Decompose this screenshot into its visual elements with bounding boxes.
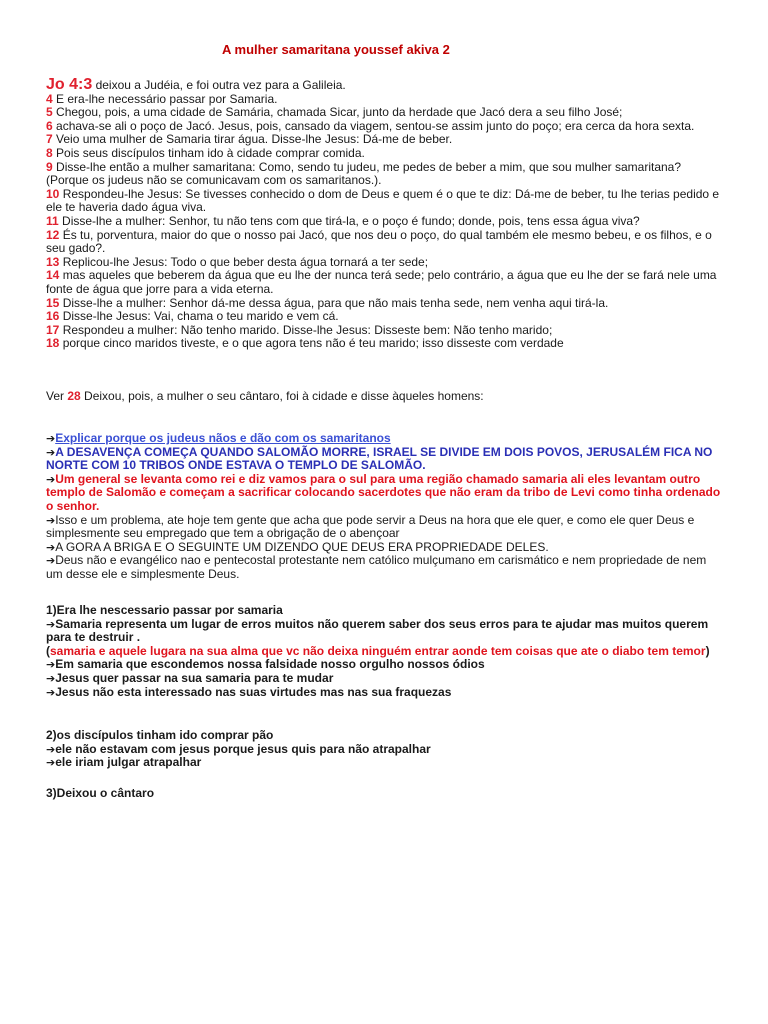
verse-text: Pois seus discípulos tinham ido à cidade comprar comida. [52, 145, 365, 160]
verse-line [46, 106, 726, 120]
section-1 [46, 604, 726, 699]
verse-text: porque cinco maridos tiveste, e o que agora tens não é teu marido; isso disseste com verdade [59, 336, 564, 351]
verse-line [46, 256, 726, 270]
verse-line [46, 229, 726, 256]
note-explain: ➔Explicar porque os judeus nãos e dão com os samaritanos [46, 431, 391, 445]
arrow-right-icon: ➔ [46, 756, 56, 770]
verse-line [46, 337, 726, 351]
verse-text: Veio uma mulher de Samaria tirar água. Disse-lhe Jesus: Dá-me de beber. [52, 132, 453, 147]
verse-number: 8 [46, 145, 53, 160]
verse-number: Jo 4:3 [46, 76, 93, 93]
verse-number: 28 [67, 389, 81, 403]
section-1-point: ➔Jesus não esta interessado nas suas virtudes mas nas sua fraquezas [46, 684, 452, 699]
arrow-right-icon: ➔ [46, 671, 56, 685]
verse-number: 18 [46, 336, 60, 351]
arrow-right-icon: ➔ [46, 445, 56, 459]
arrow-right-icon: ➔ [46, 540, 56, 554]
section-1-point: (samaria e aquele lugara na sua alma que vc não deixa ninguém entrar aonde tem coisas que ate o diabo tem temor) [46, 643, 710, 658]
arrow-right-icon: ➔ [46, 472, 56, 486]
verse-number: 12 [46, 227, 60, 242]
verse-number: 7 [46, 132, 53, 147]
section-1-point: ➔Em samaria que escondemos nossa falsidade nosso orgulho nossos ódios [46, 657, 485, 672]
verse-number: 14 [46, 268, 60, 283]
verse-text: Respondeu-lhe Jesus: Se tivesses conhecido o dom de Deus e quem é o que te diz: Dá-me de beber, tu lhe terias pedido e ele te haveria dado água viva. [46, 186, 720, 215]
arrow-right-icon: ➔ [46, 658, 56, 672]
verse-line [46, 215, 726, 229]
verse-line [46, 78, 726, 93]
verse-number: 15 [46, 295, 60, 310]
verse-line [46, 147, 726, 161]
arrow-right-icon: ➔ [46, 617, 56, 631]
note-god: ➔Deus não e evangélico nao e pentecostal protestante nem católico mulçumano em carismático e nem propriedade de nem um desse ele e simplesmente Deus. [46, 553, 707, 581]
verse-text: Disse-lhe a mulher: Senhor dá-me dessa água, para que não mais tenha sede, nem venha aqui tirá-la. [59, 295, 609, 310]
study-notes [46, 432, 726, 582]
scripture-passage [46, 78, 726, 351]
verse-line [46, 297, 726, 311]
section-2-point: ➔ele não estavam com jesus porque jesus quis para não atrapalhar [46, 741, 431, 756]
arrow-right-icon: ➔ [46, 432, 56, 445]
verse-number: 5 [46, 105, 53, 120]
verse-number: 9 [46, 159, 53, 174]
arrow-right-icon: ➔ [46, 513, 56, 527]
verse-text: Respondeu a mulher: Não tenho marido. Disse-lhe Jesus: Disseste bem: Não tenho marido; [59, 322, 553, 337]
verse-line [46, 188, 726, 215]
section-3 [46, 787, 726, 801]
verse-number: 10 [46, 186, 60, 201]
verse-text: achava-se ali o poço de Jacó. Jesus, pois, cansado da viagem, sentou-se assim junto do poço; era cerca da hora sexta. [52, 118, 695, 133]
verse-line [46, 93, 726, 107]
verse-number: 6 [46, 118, 53, 133]
verse-number: 11 [46, 213, 59, 228]
arrow-right-icon: ➔ [46, 554, 56, 568]
verse-number: 4 [46, 91, 53, 106]
note-problem: ➔Isso e um problema, ate hoje tem gente que acha que pode servir a Deus na hora que ele quer, e como ele quer Deus e simplesmente seu empregado que tem a obrigação de o abençoar [46, 512, 695, 541]
section-1-point: ➔Jesus quer passar na sua samaria para te mudar [46, 670, 334, 685]
document-title: A mulher samaritana youssef akiva 2 [222, 42, 450, 57]
verse-line [46, 269, 726, 296]
verse-text: Disse-lhe Jesus: Vai, chama o teu marido e vem cá. [59, 309, 339, 324]
verse-text: Disse-lhe então a mulher samaritana: Como, sendo tu judeu, me pedes de beber a mim, que sou mulher samaritana? (Porque os judeus não se comunicavam com os samaritanos.). [46, 159, 682, 188]
verse-number: 16 [46, 309, 60, 324]
verse-line [46, 324, 726, 338]
section-2-point: ➔ele iriam julgar atrapalhar [46, 755, 202, 770]
verse-text: deixou a Judéia, e foi outra vez para a Galileia. [92, 78, 346, 92]
verse-line [46, 310, 726, 324]
verse-line [46, 120, 726, 134]
verse-line [46, 161, 726, 188]
arrow-right-icon: ➔ [46, 685, 56, 699]
verse-text: mas aqueles que beberem da água que eu lhe der nunca terá sede; pelo contrário, a água que eu lhe der se fará nele uma fonte de água que jorre para a vida eterna. [46, 268, 717, 296]
section-2 [46, 729, 726, 770]
section-1-heading: 1)Era lhe nescessario passar por samaria [46, 603, 283, 617]
verse-text: Chegou, pois, a uma cidade de Samária, chamada Sicar, junto da herdade que Jacó dera a seu filho José; [52, 105, 623, 120]
section-1-point: ➔Samaria representa um lugar de erros muitos não querem saber dos seus erros para te ajudar mas muitos querem para te destruir . [46, 616, 709, 645]
section-2-heading: 2)os discípulos tinham ido comprar pão [46, 728, 274, 742]
verse-text: Deixou, pois, a mulher o seu cântaro, foi à cidade e disse àqueles homens: [80, 389, 484, 403]
note-division: ➔A DESAVENÇA COMEÇA QUANDO SALOMÃO MORRE, ISRAEL SE DIVIDE EM DOIS POVOS, JERUSALÉM FICA NO NORTE COM 10 TRIBOS ONDE ESTAVA O TEMPLO DE SALOMÃO. [46, 444, 713, 473]
verse-28-line: Ver 28 Deixou, pois, a mulher o seu cântaro, foi à cidade e disse àqueles homens: [46, 389, 484, 403]
arrow-right-icon: ➔ [46, 742, 56, 756]
note-fight: ➔A GORA A BRIGA E O SEGUINTE UM DIZENDO QUE DEUS ERA PROPRIEDADE DELES. [46, 539, 549, 554]
verse-number: 17 [46, 322, 60, 337]
verse-text: És tu, porventura, maior do que o nosso pai Jacó, que nos deu o poço, do qual também ele mesmo bebeu, e os filhos, e o seu gado?. [46, 227, 712, 256]
verse-number: 13 [46, 254, 60, 269]
section-3-heading: 3)Deixou o cântaro [46, 786, 155, 800]
verse-text: E era-lhe necessário passar por Samaria. [52, 91, 278, 106]
verse-line [46, 133, 726, 147]
verse-text: Disse-lhe a mulher: Senhor, tu não tens com que tirá-la, e o poço é fundo; donde, pois, tens essa água viva? [58, 213, 640, 228]
verse-text: Replicou-lhe Jesus: Todo o que beber desta água tornará a ter sede; [59, 254, 429, 269]
note-general: ➔Um general se levanta como rei e diz vamos para o sul para uma região chamado samaria ali eles levantam outro templo de Salomão e começam a sacrificar colocando sacerdotes que não eram da tribo de Levi como tinha ordenado o senhor. [46, 471, 721, 513]
